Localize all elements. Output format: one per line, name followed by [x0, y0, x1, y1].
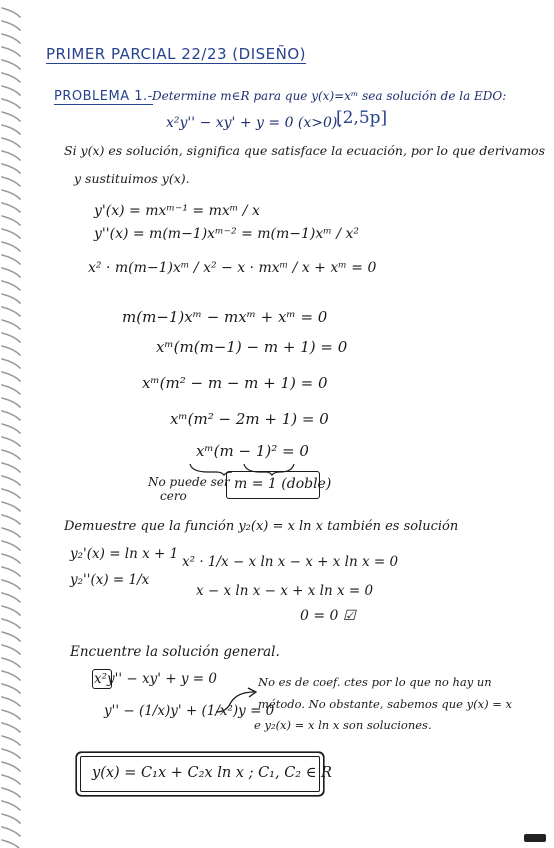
- spiral-loop: [2, 281, 20, 290]
- answer-m: m = 1 (doble): [234, 476, 332, 492]
- arrow-icon: [212, 686, 262, 716]
- step-simplified: m(m−1)xᵐ − mxᵐ + xᵐ = 0: [122, 308, 328, 326]
- part3-note-line-1: No es de coef. ctes por lo que no hay un: [258, 675, 492, 689]
- problem-statement: Determine m∈R para que y(x)=xᵐ sea solución de la EDO:: [152, 89, 507, 103]
- step-quadratic: xᵐ(m² − 2m + 1) = 0: [170, 410, 329, 428]
- spiral-loop: [2, 736, 20, 745]
- part3-note-line-3: e y₂(x) = x ln x son soluciones.: [254, 718, 432, 732]
- spiral-loop: [2, 203, 20, 212]
- spiral-loop: [2, 554, 20, 563]
- spiral-loop: [2, 619, 20, 628]
- spiral-loop: [2, 671, 20, 680]
- spiral-loop: [2, 190, 20, 199]
- spiral-loop: [2, 8, 20, 17]
- spiral-loop: [2, 450, 20, 459]
- spiral-loop: [2, 294, 20, 303]
- page-title: PRIMER PARCIAL 22/23 (DISEÑO): [46, 45, 307, 63]
- spiral-loop: [2, 359, 20, 368]
- part3-statement: Encuentre la solución general.: [70, 644, 280, 660]
- spiral-loop: [2, 385, 20, 394]
- spiral-loop: [2, 528, 20, 537]
- spiral-loop: [2, 749, 20, 758]
- spiral-loop: [2, 424, 20, 433]
- first-derivative: y'(x) = mxᵐ⁻¹ = mxᵐ / x: [94, 203, 260, 219]
- spiral-loop: [2, 684, 20, 693]
- spiral-loop: [2, 541, 20, 550]
- scanner-logo-icon: [524, 834, 546, 842]
- spiral-loop: [2, 164, 20, 173]
- spiral-loop: [2, 177, 20, 186]
- step-perfect-square: xᵐ(m − 1)² = 0: [196, 442, 309, 460]
- spiral-loop: [2, 723, 20, 732]
- spiral-loop: [2, 60, 20, 69]
- spiral-loop: [2, 125, 20, 134]
- spiral-loop: [2, 788, 20, 797]
- spiral-loop: [2, 21, 20, 30]
- spiral-loop: [2, 255, 20, 264]
- spiral-loop: [2, 801, 20, 810]
- spiral-loop: [2, 229, 20, 238]
- spiral-loop: [2, 658, 20, 667]
- spiral-loop: [2, 398, 20, 407]
- spiral-loop: [2, 333, 20, 342]
- spiral-loop: [2, 463, 20, 472]
- spiral-loop: [2, 710, 20, 719]
- spiral-loop: [2, 489, 20, 498]
- part3-equation: x²y'' − xy' + y = 0: [94, 671, 217, 687]
- spiral-loop: [2, 515, 20, 524]
- spiral-loop: [2, 632, 20, 641]
- spiral-loop: [2, 645, 20, 654]
- spiral-loop: [2, 827, 20, 836]
- part2-substitution: x² · 1/x − x ln x − x + x ln x = 0: [182, 554, 399, 570]
- part2-cancellation: x − x ln x − x + x ln x = 0: [196, 583, 374, 599]
- spiral-loop: [2, 437, 20, 446]
- spiral-loop: [2, 73, 20, 82]
- general-solution: y(x) = C₁x + C₂x ln x ; C₁, C₂ ∈ R: [92, 765, 332, 781]
- spiral-loop: [2, 242, 20, 251]
- notebook-spiral-binding: [0, 0, 30, 848]
- spiral-loop: [2, 320, 20, 329]
- spiral-loop: [2, 99, 20, 108]
- part2-statement: Demuestre que la función y₂(x) = x ln x también es solución: [64, 519, 459, 534]
- second-derivative: y''(x) = m(m−1)xᵐ⁻² = m(m−1)xᵐ / x²: [94, 226, 360, 242]
- spiral-loop: [2, 34, 20, 43]
- spiral-loop: [2, 840, 20, 848]
- note-zero: cero: [160, 489, 187, 503]
- spiral-loop: [2, 411, 20, 420]
- spiral-loop: [2, 606, 20, 615]
- spiral-loop: [2, 151, 20, 160]
- spiral-loop: [2, 112, 20, 121]
- spiral-loop: [2, 775, 20, 784]
- spiral-loop: [2, 216, 20, 225]
- spiral-loop: [2, 346, 20, 355]
- spiral-loop: [2, 762, 20, 771]
- intro-line-1: Si y(x) es solución, significa que satisface la ecuación, por lo que derivamos: [64, 143, 545, 158]
- spiral-loop: [2, 593, 20, 602]
- spiral-loop: [2, 307, 20, 316]
- spiral-loop: [2, 268, 20, 277]
- part3-note-line-2: método. No obstante, sabemos que y(x) = x: [258, 697, 513, 711]
- part2-second-derivative: y₂''(x) = 1/x: [70, 572, 150, 588]
- problem-equation: x²y'' − xy' + y = 0 (x>0).: [166, 115, 342, 131]
- spiral-loop: [2, 476, 20, 485]
- note-cannot-be: No puede ser: [148, 475, 230, 489]
- step-substitution: x² · m(m−1)xᵐ / x² − x · mxᵐ / x + xᵐ = 0: [88, 260, 377, 276]
- spiral-loop: [2, 567, 20, 576]
- spiral-loop: [2, 372, 20, 381]
- part2-identity: 0 = 0 ☑: [300, 608, 356, 624]
- spiral-loop: [2, 86, 20, 95]
- part3-normalized-equation: y'' − (1/x)y' + (1/x²)y = 0: [104, 703, 275, 719]
- intro-line-2: y sustituimos y(x).: [74, 171, 190, 186]
- part2-first-derivative: y₂'(x) = ln x + 1: [70, 546, 179, 562]
- problem-points: [2,5p]: [336, 108, 388, 128]
- spiral-loop: [2, 580, 20, 589]
- problem-label: PROBLEMA 1.-: [54, 89, 153, 104]
- spiral-loop: [2, 502, 20, 511]
- step-expanded: xᵐ(m² − m − m + 1) = 0: [142, 374, 328, 392]
- spiral-loop: [2, 47, 20, 56]
- step-factored: xᵐ(m(m−1) − m + 1) = 0: [156, 338, 348, 356]
- spiral-loop: [2, 814, 20, 823]
- spiral-loop: [2, 138, 20, 147]
- spiral-loop: [2, 697, 20, 706]
